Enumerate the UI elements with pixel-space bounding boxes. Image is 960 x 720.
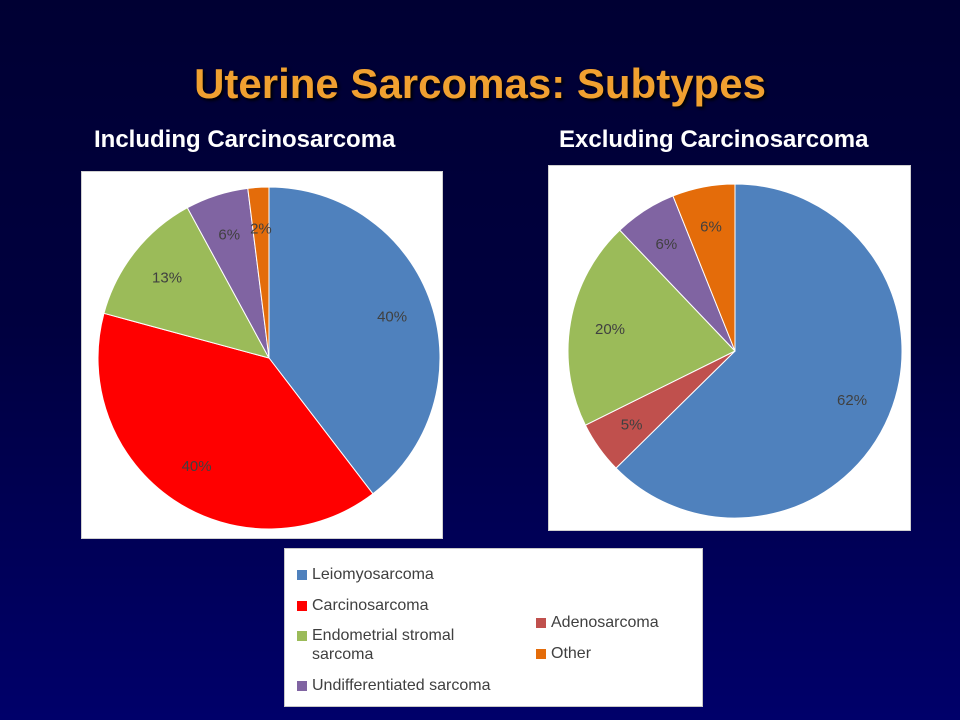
- legend-swatch: [297, 570, 307, 580]
- legend-swatch: [536, 649, 546, 659]
- slide-title: Uterine Sarcomas: Subtypes: [194, 60, 766, 107]
- data-label-undifferentiated-sarcoma: 6%: [218, 226, 241, 244]
- legend-item-undifferentiated-sarcoma: [297, 676, 490, 695]
- pie-chart-excluding: [549, 166, 910, 530]
- legend-label: Leiomyosarcoma: [312, 566, 434, 583]
- data-label-endometrial-stromal-sarcoma: 13%: [152, 269, 183, 287]
- data-label-undifferentiated-sarcoma: 6%: [655, 236, 678, 254]
- chart-title-including: Including Carcinosarcoma: [94, 126, 396, 153]
- legend-swatch: [297, 601, 307, 611]
- data-label-endometrial-stromal-sarcoma: 20%: [594, 320, 626, 338]
- chart-title-excluding: Excluding Carcinosarcoma: [559, 126, 869, 153]
- legend-item-other: [536, 644, 591, 663]
- pie-chart-including-panel: [81, 171, 443, 539]
- legend-label: Adenosarcoma: [551, 614, 659, 631]
- pie-chart-excluding-panel: [548, 165, 911, 531]
- legend-label: Carcinosarcoma: [312, 597, 429, 614]
- pie-chart-including: [82, 172, 442, 538]
- legend-item-carcinosarcoma: [297, 596, 428, 615]
- legend-item-leiomyosarcoma: [297, 565, 434, 584]
- legend-label: Other: [551, 645, 592, 662]
- data-label-carcinosarcoma: 40%: [181, 457, 212, 475]
- legend-swatch: [297, 631, 307, 641]
- legend-swatch: [536, 618, 546, 628]
- data-label-other: 6%: [700, 218, 722, 236]
- chart-legend: [284, 548, 703, 707]
- data-label-leiomyosarcoma: 40%: [377, 308, 408, 326]
- legend-swatch: [297, 681, 307, 691]
- data-label-other: 2%: [250, 220, 272, 238]
- legend-label: Undifferentiated sarcoma: [312, 677, 491, 694]
- data-label-leiomyosarcoma: 62%: [837, 392, 868, 410]
- legend-item-endometrial-stromal-sarcoma: [297, 626, 454, 664]
- legend-item-adenosarcoma: [536, 613, 659, 632]
- legend-label: Endometrial stromal sarcoma: [312, 627, 455, 663]
- data-label-adenosarcoma: 5%: [620, 416, 643, 434]
